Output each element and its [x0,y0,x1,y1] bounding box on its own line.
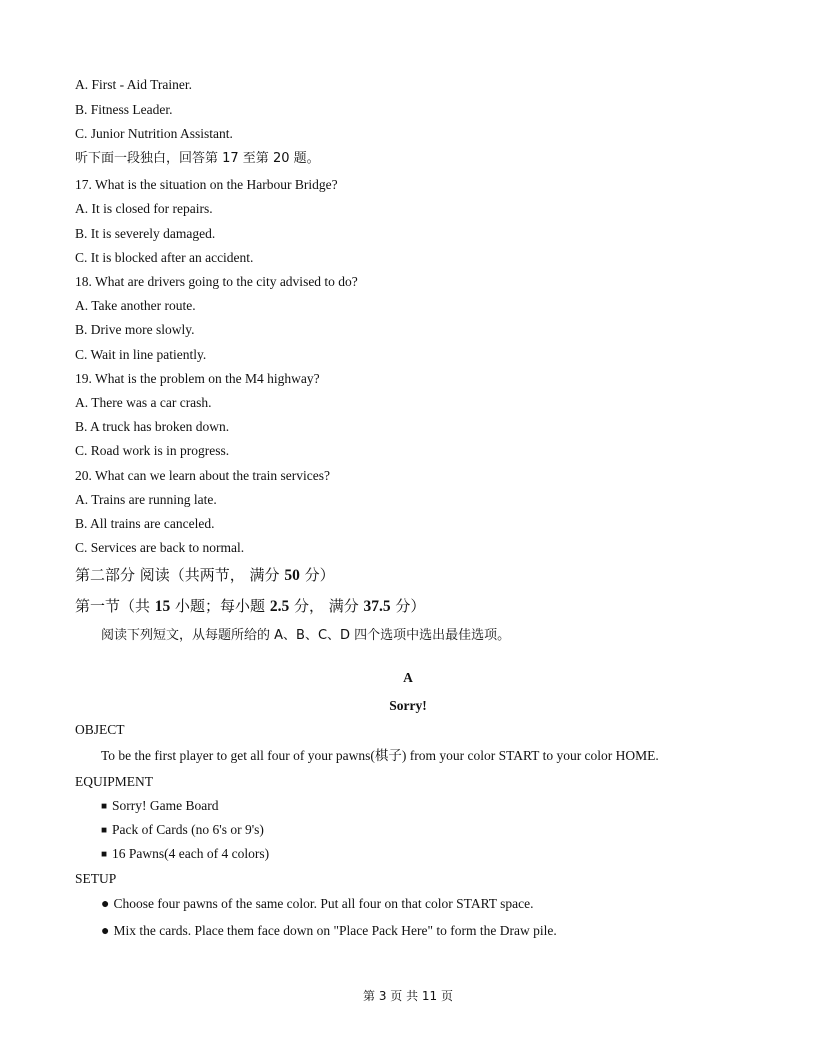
question-17-stem: 17. What is the situation on the Harbour Bridge? [75,177,338,192]
setup-heading: SETUP [75,871,117,886]
section1-each-score: 2.5 [269,598,290,615]
question-19-option-b: B. A truck has broken down. [75,419,230,434]
question-20-option-a: A. Trains are running late. [75,492,217,507]
question-20-option-c: C. Services are back to normal. [75,540,245,555]
question-19-stem: 19. What is the problem on the M4 highway? [75,371,320,386]
equipment-item [101,822,264,840]
question-18-option-a: A. Take another route. [75,298,196,313]
setup-item-text: Mix the cards. Place them face down on "Place Pack Here" to form the Draw pile. [113,923,557,938]
page-footer: 第 3 页 共 11 页 [363,989,453,1003]
equipment-item [101,798,219,816]
question-17-option-b: B. It is severely damaged. [75,226,216,241]
reading-instruction: 阅读下列短文，从每题所给的 A、B、C、D 四个选项中选出最佳选项。 [101,628,511,643]
section1-p4: 分） [390,597,426,615]
question-20-option-b: B. All trains are canceled. [75,516,215,531]
equipment-item-text: 16 Pawns(4 each of 4 colors) [112,846,270,861]
question-18-option-b: B. Drive more slowly. [75,322,195,337]
setup-item [101,923,557,940]
passage-title: Sorry! [389,698,427,713]
question-18-option-c: C. Wait in line patiently. [75,347,207,362]
equipment-item-text: Pack of Cards (no 6's or 9's) [112,822,264,837]
monologue-instruction: 听下面一段独白，回答第 17 至第 20 题。 [75,151,320,166]
question-17-option-a: A. It is closed for repairs. [75,201,213,216]
equipment-heading: EQUIPMENT [75,774,153,789]
section1-p2: 小题；每小题 [170,597,270,615]
option-16-a: A. First - Aid Trainer. [75,77,193,92]
section1-p1: 第一节（共 [75,597,155,615]
equipment-item-text: Sorry! Game Board [112,798,219,813]
question-19-option-c: C. Road work is in progress. [75,443,230,458]
part2-suffix: 分） [299,566,335,584]
object-text: To be the first player to get all four of your pawns(棋子) from your color START to your color HOME. [101,748,659,763]
equipment-item [101,846,269,864]
option-16-b: B. Fitness Leader. [75,102,173,117]
section1-total-score: 37.5 [363,598,391,615]
question-19-option-a: A. There was a car crash. [75,395,212,410]
passage-letter: A [403,670,413,685]
part2-prefix: 第二部分 阅读（共两节， 满分 [75,566,285,584]
question-18-stem: 18. What are drivers going to the city advised to do? [75,274,358,289]
question-20-stem: 20. What can we learn about the train services? [75,468,331,483]
section1-p3: 分， 满分 [289,597,364,615]
option-16-c: C. Junior Nutrition Assistant. [75,126,233,141]
setup-item-text: Choose four pawns of the same color. Put all four on that color START space. [113,896,534,911]
setup-item [101,896,534,913]
part2-heading [75,566,335,585]
section1-heading [75,597,425,616]
object-heading: OBJECT [75,722,125,737]
question-17-option-c: C. It is blocked after an accident. [75,250,254,265]
section1-count: 15 [154,598,171,615]
part2-score: 50 [284,567,300,584]
